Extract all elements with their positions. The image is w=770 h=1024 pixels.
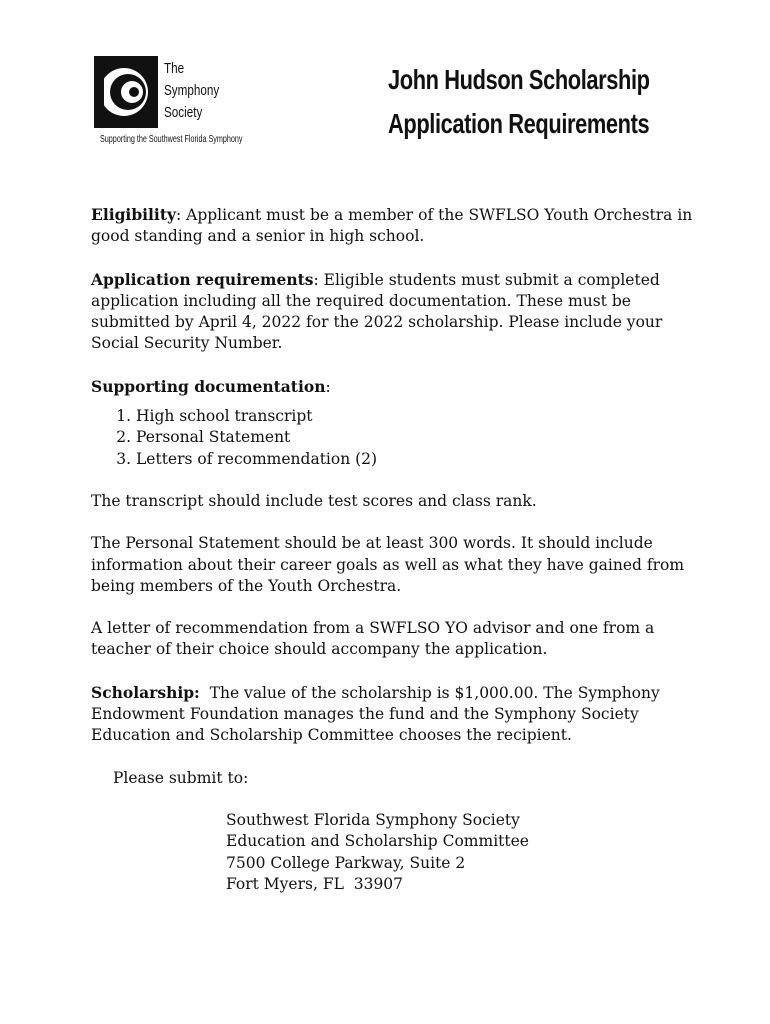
- eligibility-label: Eligibility: [91, 205, 176, 224]
- application-requirements-paragraph: [91, 269, 701, 355]
- supporting-documentation-heading: [91, 376, 701, 398]
- address-line: Education and Scholarship Committee: [226, 832, 529, 851]
- scholarship-label: Scholarship:: [91, 682, 200, 702]
- personal-statement-note: The Personal Statement should be at least 300 words. It should include information about their career goals as well as what they have gained from being members of the Youth Orchestra.: [91, 534, 685, 595]
- treble-swirl-icon: [94, 56, 158, 128]
- transcript-note: The transcript should include test scores and class rank.: [91, 491, 537, 510]
- list-item: 1. High school transcript: [136, 406, 701, 427]
- symphony-society-logo: [94, 56, 243, 148]
- address-line: Southwest Florida Symphony Society: [226, 810, 520, 829]
- address-line: 7500 College Parkway, Suite 2: [226, 853, 466, 872]
- address-line: Fort Myers, FL 33907: [226, 874, 404, 893]
- page-title: [388, 58, 650, 146]
- title-line: John Hudson Scholarship: [388, 64, 650, 95]
- logo-line: Symphony: [164, 82, 220, 99]
- list-item: 2. Personal Statement: [136, 427, 701, 448]
- supporting-documentation-label: Supporting documentation: [91, 376, 326, 396]
- submit-intro: Please submit to:: [113, 768, 249, 787]
- logo-wordmark: [164, 58, 219, 124]
- mailing-address: [226, 810, 701, 895]
- document-body: [91, 204, 701, 895]
- scholarship-text: The value of the scholarship is $1,000.00. The Symphony Endowment Foundation manages the fund and the Symphony Society Education and Scholarship Committee chooses the recipient.: [91, 683, 665, 745]
- title-line: Application Requirements: [388, 108, 650, 139]
- logo-line: Society: [164, 104, 203, 121]
- supporting-documentation-list: [91, 406, 701, 470]
- application-requirements-text: : Eligible students must submit a completed application including all the required documentation. These must be submitted by April 4, 2022 for the 2022 scholarship. Please include your Social Security Number.: [91, 270, 663, 353]
- logo-line: The: [164, 60, 185, 77]
- scholarship-paragraph: [91, 682, 701, 747]
- list-item: 3. Letters of recommendation (2): [136, 449, 701, 470]
- application-requirements-label: Application requirements: [91, 269, 314, 289]
- supporting-documentation-suffix: :: [325, 377, 331, 396]
- recommendation-note: A letter of recommendation from a SWFLSO YO advisor and one from a teacher of their choice should accompany the application.: [91, 619, 655, 659]
- eligibility-paragraph: [91, 204, 701, 248]
- logo-tagline: Supporting the Southwest Florida Symphony: [100, 134, 243, 145]
- eligibility-text: : Applicant must be a member of the SWFLSO Youth Orchestra in good standing and a senior in high school.: [91, 206, 693, 246]
